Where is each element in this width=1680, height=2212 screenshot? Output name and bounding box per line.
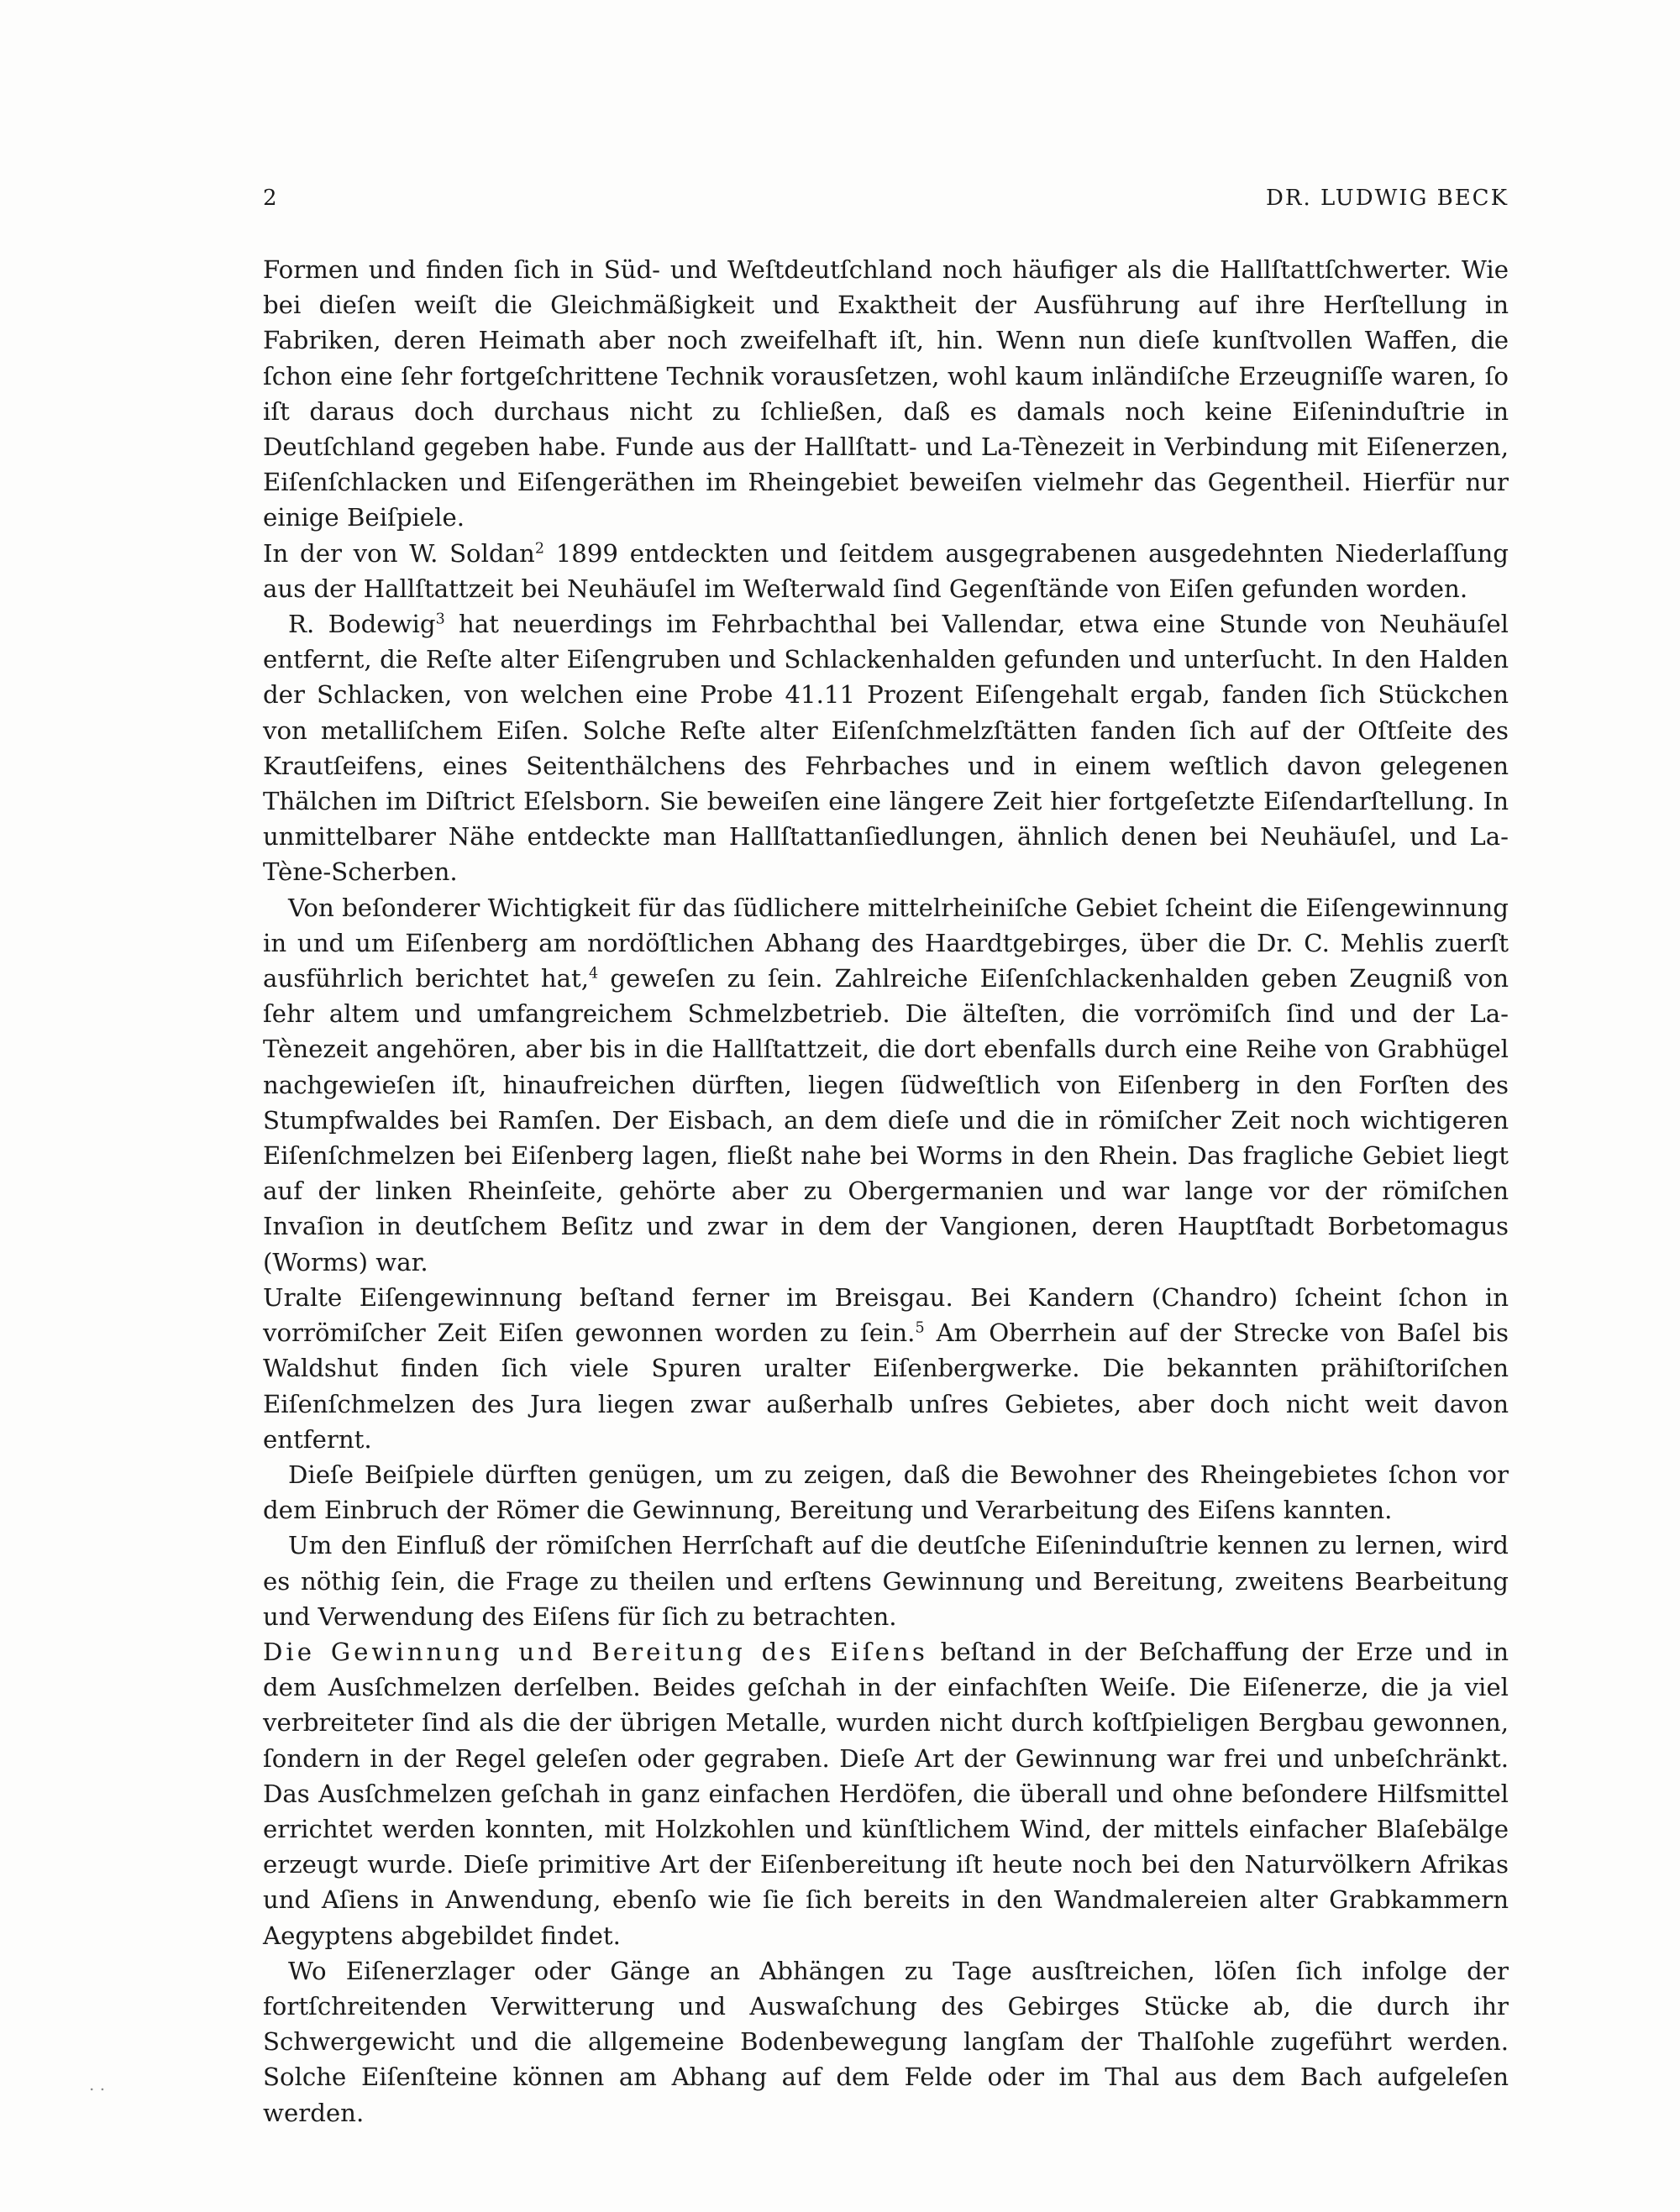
paragraph-2-text: In der von W. Soldan (263, 538, 535, 568)
paragraph-8-text: beſtand in der Beſchaffung der Erze und in dem Ausſchmelzen derſelben. Beides geſchah in der einfachſten Weiſe. Die Eiſenerze, die ja viel verbreiteter ſind als die der übrigen Metalle, wurden nicht durch koſtſpieligen Bergbau gewonnen, ſondern in der Regel geleſen oder gegraben. Dieſe Art der Gewinnung war frei und unbeſchränkt. Das Ausſchmelzen geſchah in ganz einfachen Herdöfen, die überall und ohne beſondere Hilfsmittel errichtet werden konnten, mit Holzkohlen und künſtlichem Wind, der mittels einfacher Blaſebälge erzeugt wurde. Dieſe primitive Art der Eiſenbereitung iſt heute noch bei den Naturvölkern Afrikas und Aſiens in Anwendung, ebenſo wie ſie ſich bereits in den Wandmalereien alter Grabkammern Aegyptens abgebildet findet. (263, 1637, 1509, 1950)
footnote-ref-2: 2 (534, 539, 545, 557)
paragraph-2-text-cont: 1899 entdeckten und ſeitdem ausgegrabenen ausgedehnten Niederlaſſung aus der Hallſtattzeit bei Neuhäuſel im Weſterwald ſind Gegenſtände von Eiſen gefunden worden. (263, 538, 1509, 603)
paragraph-8 (263, 1634, 1509, 1953)
margin-dots: . . (89, 2074, 106, 2094)
paragraph-7: Um den Einfluß der römiſchen Herrſchaft auf die deutſche Eiſeninduſtrie kennen zu lernen, wird es nöthig ſein, die Frage zu theilen und erſtens Gewinnung und Bereitung, zweitens Bearbeitung und Verwendung des Eiſens für ſich zu betrachten. (263, 1531, 1509, 1631)
paragraph-3-text: R. Bodewig (288, 610, 436, 639)
body-text (263, 252, 1509, 2131)
paragraph-9: Wo Eiſenerzlager oder Gänge an Abhängen zu Tage ausſtreichen, löſen ſich infolge der fortſchreitenden Verwitterung und Auswaſchung des Gebirges Stücke ab, die durch ihr Schwergewicht und die allgemeine Bodenbewegung langſam der Thalſohle zugeführt werden. Solche Eiſenſteine können am Abhang auf dem Felde oder im Thal aus dem Bach aufgeleſen werden. (263, 1956, 1509, 2127)
paragraph-3-text-cont: hat neuerdings im Fehrbachthal bei Vallendar, etwa eine Stunde von Neuhäuſel entfernt, die Reſte alter Eiſengruben und Schlackenhalden gefunden und unterſucht. In den Halden der Schlacken, von welchen eine Probe 41.11 Prozent Eiſengehalt ergab, fanden ſich Stückchen von metalliſchem Eiſen. Solche Reſte alter Eiſenſchmelzſtätten fanden ſich auf der Oſtſeite des Krautſeifens, eines Seitenthälchens des Fehrbaches und in einem weſtlich davon gelegenen Thälchen im Diſtrict Eſelsborn. Sie beweiſen eine längere Zeit hier fortgeſetzte Eiſendarſtellung. In unmittelbarer Nähe entdeckte man Hallſtattanſiedlungen, ähnlich denen bei Neuhäuſel, und La-Tène-Scherben. (263, 610, 1509, 887)
paragraph-4-text: Von beſonderer Wichtigkeit für das ſüdlichere mittelrheiniſche Gebiet ſcheint die Eiſengewinnung in und um Eiſenberg am nordöſtlichen Abhang des Haardtgebirges, über die Dr. C. Mehlis zuerſt ausführlich berichtet hat, (263, 893, 1509, 993)
paragraph-3 (263, 606, 1509, 890)
paragraph-5-text-cont: Am Oberrhein auf der Strecke von Baſel bis Waldshut finden ſich viele Spuren uralter Eiſenbergwerke. Die bekannten prähiſtoriſchen Eiſenſchmelzen des Jura liegen zwar außerhalb unſres Gebietes, aber doch nicht weit davon entfernt. (263, 1318, 1509, 1454)
running-header (263, 186, 1509, 219)
paragraph-4 (263, 890, 1509, 1280)
spaced-heading-phrase: Die Gewinnung und Bereitung des Eiſens (263, 1637, 928, 1666)
paragraph-5-text: Uralte Eiſengewinnung beſtand ferner im Breisgau. Bei Kandern (Chandro) ſcheint ſchon in vorrömiſcher Zeit Eiſen gewonnen worden zu ſein. (263, 1282, 1509, 1348)
paragraph-1: Formen und finden ſich in Süd- und Weſtdeutſchland noch häufiger als die Hallſtattſchwerter. Wie bei dieſen weiſt die Gleichmäßigkeit und Exaktheit der Ausführung auf ihre Herſtellung in Fabriken, deren Heimath aber noch zweifelhaft iſt, hin. Wenn nun dieſe kunſtvollen Waffen, die ſchon eine ſehr fortgeſchrittene Technik vorausſetzen, wohl kaum inländiſche Erzeugniſſe waren, ſo iſt daraus doch durchaus nicht zu ſchließen, daß es damals noch keine Eiſeninduſtrie in Deutſchland gegeben habe. Funde aus der Hallſtatt- und La-Tènezeit in Verbindung mit Eiſenerzen, Eiſenſchlacken und Eiſengeräthen im Rheingebiet beweiſen vielmehr das Gegentheil. Hierfür nur einige Beiſpiele. (263, 255, 1509, 532)
page-number: 2 (263, 186, 278, 211)
paragraph-6: Dieſe Beiſpiele dürften genügen, um zu zeigen, daß die Bewohner des Rheingebietes ſchon vor dem Einbruch der Römer die Gewinnung, Bereitung und Verarbeitung des Eiſens kannten. (263, 1460, 1509, 1525)
paragraph-4-text-cont: geweſen zu ſein. Zahlreiche Eiſenſchlackenhalden geben Zeugniß von ſehr altem und umfangreichem Schmelzbetrieb. Die älteſten, die vorrömiſch ſind und der La-Tènezeit angehören, aber bis in die Hallſtattzeit, die dort ebenfalls durch eine Reihe von Grabhügel nachgewieſen iſt, hinaufreichen dürften, liegen ſüdweſtlich von Eiſenberg in den Forſten des Stumpfwaldes bei Ramſen. Der Eisbach, an dem dieſe und die in römiſcher Zeit noch wichtigeren Eiſenſchmelzen bei Eiſenberg lagen, fließt nahe bei Worms in den Rhein. Das fragliche Gebiet liegt auf der linken Rheinſeite, gehörte aber zu Obergermanien und war lange vor der römiſchen Invaſion in deutſchem Beſitz und zwar in dem der Vangionen, deren Hauptſtadt Borbetomagus (Worms) war. (263, 964, 1509, 1276)
footnote-ref-5: 5 (915, 1319, 925, 1337)
footnote-ref-4: 4 (589, 965, 599, 983)
running-header-author: DR. LUDWIG BECK (1266, 186, 1509, 211)
paragraph-2 (263, 536, 1509, 606)
paragraph-5 (263, 1280, 1509, 1457)
footnote-ref-3: 3 (435, 611, 445, 628)
